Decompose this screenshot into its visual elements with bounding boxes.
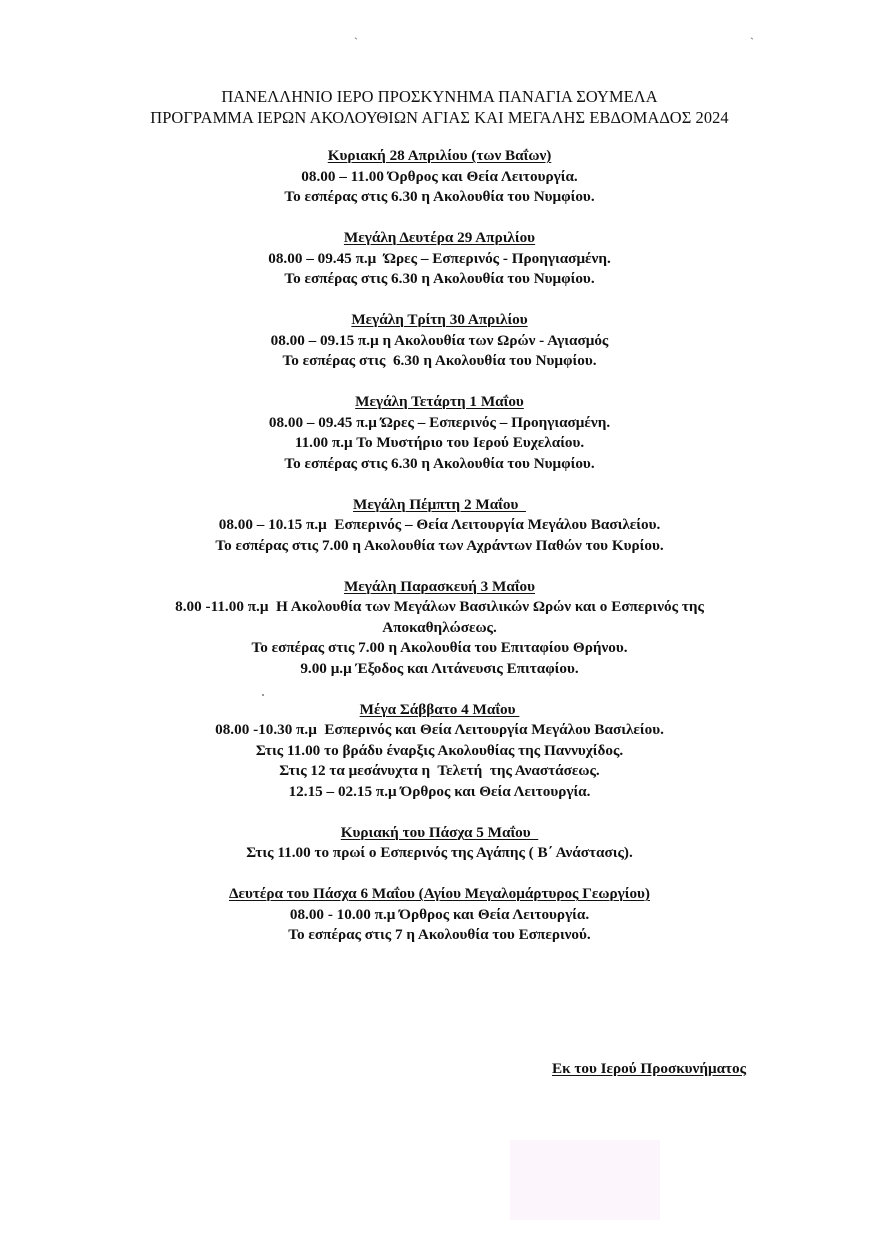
service-line: 8.00 -11.00 π.μ Η Ακολουθία των Μεγάλων Βασιλικών Ωρών και ο Εσπερινός της xyxy=(175,598,704,615)
day-title xyxy=(0,823,879,844)
day-title-text: Μεγάλη Τρίτη 30 Απριλίου xyxy=(351,311,528,328)
service-line: 08.00 -10.30 π.μ Εσπερινός και Θεία Λειτουργία Μεγάλου Βασιλείου. xyxy=(215,721,664,738)
scan-mark-left: ` xyxy=(354,35,358,49)
service-line: Στις 11.00 το πρωί ο Εσπερινός της Αγάπης ( Β΄ Ανάστασις). xyxy=(246,844,633,861)
day-section xyxy=(0,823,879,864)
day-section xyxy=(0,310,879,372)
day-title xyxy=(0,392,879,413)
day-title xyxy=(0,577,879,598)
day-title-text: Μεγάλη Δευτέρα 29 Απριλίου xyxy=(343,229,536,246)
day-section xyxy=(0,228,879,290)
service-line: 08.00 - 10.00 π.μ Όρθρος και Θεία Λειτουργία. xyxy=(289,905,590,923)
service-line: Το εσπέρας στις 7.00 η Ακολουθία των Αχράντων Παθών του Κυρίου. xyxy=(215,536,664,554)
day-title-text: Μεγάλη Παρασκευή 3 Μαΐου xyxy=(343,577,536,595)
service-line: 08.00 – 09.45 π.μ Ώρες – Εσπερινός – Προηγιασμένη. xyxy=(268,413,611,431)
header-line-program: ΠΡΟΓΡΑΜΜΑ ΙΕΡΩΝ ΑΚΟΛΟΥΘΙΩΝ ΑΓΙΑΣ ΚΑΙ ΜΕΓΑΛΗΣ ΕΒΔΟΜΑΔΟΣ 2024 xyxy=(150,108,729,127)
signature: Εκ του Ιερού Προσκυνήματος xyxy=(552,1060,747,1077)
day-title xyxy=(0,310,879,331)
day-section xyxy=(0,146,879,208)
service-line: 08.00 – 11.00 Όρθρος και Θεία Λειτουργία. xyxy=(301,167,578,185)
day-section xyxy=(0,700,879,803)
day-section xyxy=(0,392,879,474)
service-line: 9.00 μ.μ Έξοδος και Λιτάνευσις Επιταφίου. xyxy=(300,659,579,677)
service-line: 08.00 – 09.15 π.μ η Ακολουθία των Ωρών - Αγιασμός xyxy=(270,331,609,349)
service-line: Στις 12 τα μεσάνυχτα η Τελετή της Αναστάσεως. xyxy=(279,762,600,779)
day-title-text: Κυριακή 28 Απριλίου (των Βαΐων) xyxy=(327,147,552,164)
service-line: Αποκαθηλώσεως. xyxy=(382,618,497,636)
service-line: Το εσπέρας στις 7 η Ακολουθία του Εσπερινού. xyxy=(288,926,591,943)
faint-watermark xyxy=(510,1140,660,1220)
service-line: Στις 11.00 το βράδυ έναρξις Ακολουθίας της Παννυχίδος. xyxy=(255,741,624,759)
day-title-text: Κυριακή του Πάσχα 5 Μαΐου xyxy=(340,823,539,841)
day-title xyxy=(0,146,879,167)
document-header xyxy=(0,86,879,128)
day-section xyxy=(0,884,879,946)
day-title-text: Δευτέρα του Πάσχα 6 Μαΐου (Αγίου Μεγαλομάρτυρος Γεωργίου) xyxy=(228,885,650,902)
service-line: 11.00 π.μ Το Μυστήριο του Ιερού Ευχελαίου. xyxy=(294,434,585,451)
service-line: Το εσπέρας στις 6.30 η Ακολουθία του Νυμφίου. xyxy=(282,352,597,369)
day-title xyxy=(0,884,879,905)
scan-mark-right: ` xyxy=(750,35,754,49)
day-title-text: Μεγάλη Τετάρτη 1 Μαΐου xyxy=(355,393,524,410)
service-line: Το εσπέρας στις 6.30 η Ακολουθία του Νυμφίου. xyxy=(284,454,595,472)
day-title xyxy=(0,228,879,249)
service-line: Το εσπέρας στις 6.30 η Ακολουθία του Νυμφίου. xyxy=(284,270,595,287)
day-title-text: Μέγα Σάββατο 4 Μαΐου xyxy=(359,700,520,718)
service-line: 08.00 – 10.15 π.μ Εσπερινός – Θεία Λειτουργία Μεγάλου Βασιλείου. xyxy=(218,516,661,533)
service-line: 12.15 – 02.15 π.μ Όρθρος και Θεία Λειτουργία. xyxy=(288,782,591,800)
service-line: Το εσπέρας στις 7.00 η Ακολουθία του Επιταφίου Θρήνου. xyxy=(251,639,628,656)
service-line: 08.00 – 09.45 π.μ Ώρες – Εσπερινός - Προηγιασμένη. xyxy=(268,249,611,267)
header-line-sanctuary: ΠΑΝΕΛΛΗΝΙΟ ΙΕΡΟ ΠΡΟΣΚΥΝΗΜΑ ΠΑΝΑΓΙΑ ΣΟΥΜΕΛΑ xyxy=(221,87,658,106)
service-line: Το εσπέρας στις 6.30 η Ακολουθία του Νυμφίου. xyxy=(284,188,595,205)
schedule-sections xyxy=(0,146,879,966)
day-title xyxy=(0,700,879,721)
day-title xyxy=(0,495,879,516)
day-title-text: Μεγάλη Πέμπτη 2 Μαΐου xyxy=(353,495,526,513)
day-section xyxy=(0,577,879,680)
day-section xyxy=(0,495,879,557)
